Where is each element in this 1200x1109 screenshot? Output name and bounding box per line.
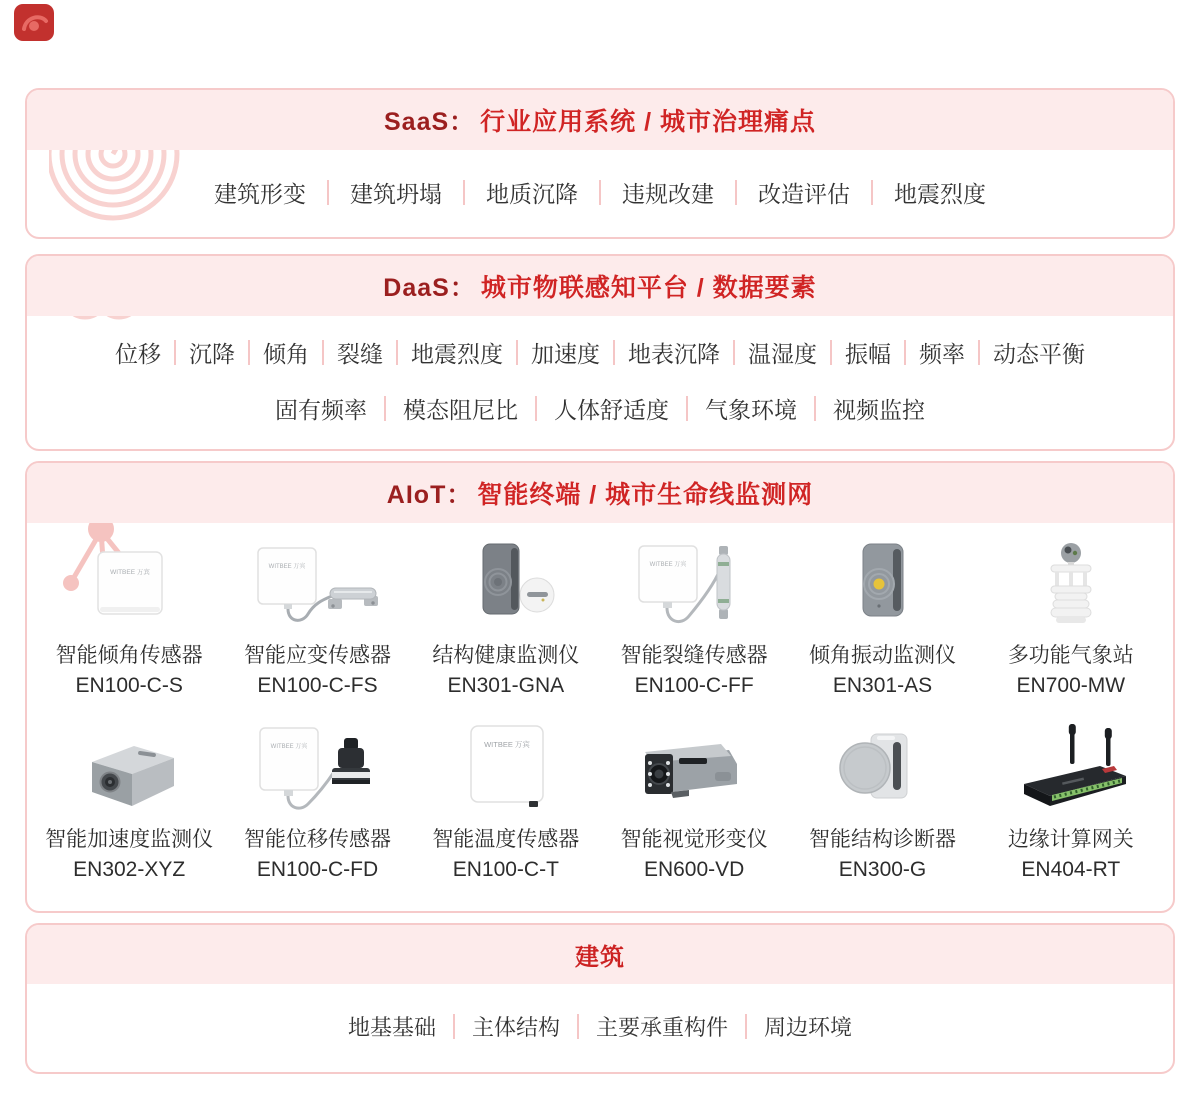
displacement-sensor-image bbox=[223, 721, 411, 817]
aiot-card bbox=[25, 461, 1175, 913]
daas-title-prefix: DaaS： bbox=[383, 274, 476, 302]
strain-sensor-image bbox=[223, 537, 411, 633]
daas-item: 地震烈度 bbox=[411, 341, 503, 367]
separator bbox=[327, 180, 329, 205]
separator bbox=[613, 340, 615, 365]
aiot-title-main: 智能终端 / 城市生命线监测网 bbox=[477, 481, 814, 509]
product-name: 倾角振动监测仪 bbox=[808, 644, 956, 667]
product-card bbox=[600, 721, 788, 885]
daas-item: 加速度 bbox=[531, 341, 600, 367]
separator bbox=[453, 1014, 455, 1039]
product-name: 智能视觉形变仪 bbox=[620, 828, 768, 851]
saas-title-prefix: SaaS： bbox=[383, 108, 476, 136]
separator bbox=[516, 340, 518, 365]
separator bbox=[814, 396, 816, 421]
product-name: 智能应变传感器 bbox=[243, 644, 391, 667]
aiot-title-prefix: AIoT： bbox=[386, 481, 473, 509]
temperature-sensor-image bbox=[412, 721, 600, 817]
product-model: EN600-VD bbox=[643, 858, 745, 881]
daas-item: 固有频率 bbox=[275, 397, 367, 423]
edge-gateway-image bbox=[977, 721, 1165, 817]
product-model: EN100-C-T bbox=[452, 858, 559, 881]
daas-item: 人体舒适度 bbox=[554, 397, 669, 423]
separator bbox=[599, 180, 601, 205]
separator bbox=[830, 340, 832, 365]
product-card bbox=[788, 537, 976, 701]
saas-item: 建筑坍塌 bbox=[350, 181, 442, 207]
daas-item: 视频监控 bbox=[833, 397, 925, 423]
product-model: EN100-C-FF bbox=[634, 674, 754, 697]
building-item: 主体结构 bbox=[471, 1015, 560, 1040]
product-name: 智能加速度监测仪 bbox=[45, 828, 214, 851]
saas-items-row bbox=[27, 150, 1173, 237]
building-items-row bbox=[27, 984, 1173, 1072]
product-name: 结构健康监测仪 bbox=[432, 644, 580, 667]
svg-text:WITBEE 万宾: WITBEE 万宾 bbox=[649, 562, 687, 568]
saas-item: 建筑形变 bbox=[214, 181, 306, 207]
brand-logo-icon bbox=[12, 4, 56, 49]
saas-item: 地震烈度 bbox=[894, 181, 986, 207]
daas-items-row-1 bbox=[27, 316, 1173, 369]
building-title: 建筑 bbox=[27, 925, 1173, 984]
product-card bbox=[35, 721, 223, 885]
separator bbox=[733, 340, 735, 365]
daas-title-main: 城市物联感知平台 / 数据要素 bbox=[480, 274, 817, 302]
product-card bbox=[600, 537, 788, 701]
separator bbox=[396, 340, 398, 365]
separator bbox=[322, 340, 324, 365]
product-model: EN301-AS bbox=[832, 674, 933, 697]
separator bbox=[904, 340, 906, 365]
separator bbox=[686, 396, 688, 421]
product-card bbox=[788, 721, 976, 885]
daas-item: 沉降 bbox=[189, 341, 235, 367]
aiot-product-grid bbox=[27, 523, 1173, 911]
saas-card bbox=[25, 88, 1175, 239]
product-card bbox=[412, 721, 600, 885]
saas-item: 改造评估 bbox=[758, 181, 850, 207]
product-model: EN302-XYZ bbox=[73, 858, 186, 881]
daas-item: 振幅 bbox=[845, 341, 891, 367]
separator bbox=[535, 396, 537, 421]
daas-item: 裂缝 bbox=[337, 341, 383, 367]
daas-title bbox=[27, 256, 1173, 316]
product-name: 智能倾角传感器 bbox=[55, 644, 203, 667]
product-card bbox=[977, 721, 1165, 885]
daas-items-row-2 bbox=[27, 369, 1173, 449]
saas-item: 违规改建 bbox=[622, 181, 714, 207]
daas-item: 温湿度 bbox=[748, 341, 817, 367]
building-item: 地基基础 bbox=[347, 1015, 436, 1040]
building-item: 周边环境 bbox=[764, 1015, 853, 1040]
daas-item: 频率 bbox=[919, 341, 965, 367]
product-model: EN700-MW bbox=[1016, 674, 1126, 697]
product-card bbox=[223, 721, 411, 885]
tilt-vibration-monitor-image bbox=[788, 537, 976, 633]
saas-item: 地质沉降 bbox=[486, 181, 578, 207]
separator bbox=[745, 1014, 747, 1039]
separator bbox=[978, 340, 980, 365]
tilt-sensor-image bbox=[35, 537, 223, 633]
product-model: EN404-RT bbox=[1021, 858, 1121, 881]
product-name: 智能位移传感器 bbox=[243, 828, 391, 851]
structure-health-monitor-image bbox=[412, 537, 600, 633]
separator bbox=[174, 340, 176, 365]
product-card bbox=[412, 537, 600, 701]
svg-text:WITBEE 万宾: WITBEE 万宾 bbox=[110, 569, 151, 576]
product-name: 智能温度传感器 bbox=[432, 828, 580, 851]
product-model: EN100-C-S bbox=[75, 674, 183, 697]
product-model: EN100-C-FD bbox=[256, 858, 379, 881]
product-card bbox=[223, 537, 411, 701]
structure-diagnoser-image bbox=[788, 721, 976, 817]
separator bbox=[735, 180, 737, 205]
separator bbox=[248, 340, 250, 365]
accelerometer-image bbox=[35, 721, 223, 817]
product-card bbox=[35, 537, 223, 701]
building-item: 主要承重构件 bbox=[596, 1015, 729, 1040]
building-card bbox=[25, 923, 1175, 1074]
daas-item: 气象环境 bbox=[705, 397, 797, 423]
daas-item: 倾角 bbox=[263, 341, 309, 367]
product-name: 智能裂缝传感器 bbox=[620, 644, 768, 667]
weather-station-image bbox=[977, 537, 1165, 633]
product-model: EN300-G bbox=[838, 858, 927, 881]
product-card bbox=[977, 537, 1165, 701]
daas-card bbox=[25, 254, 1175, 451]
daas-item: 位移 bbox=[115, 341, 161, 367]
separator bbox=[463, 180, 465, 205]
product-name: 多功能气象站 bbox=[1007, 644, 1134, 667]
saas-title-main: 行业应用系统 / 城市治理痛点 bbox=[480, 108, 816, 136]
product-model: EN301-GNA bbox=[447, 674, 565, 697]
separator bbox=[577, 1014, 579, 1039]
aiot-title bbox=[27, 463, 1173, 523]
vision-camera-image bbox=[600, 721, 788, 817]
svg-text:WITBEE 万宾: WITBEE 万宾 bbox=[483, 740, 530, 749]
daas-item: 动态平衡 bbox=[993, 341, 1085, 367]
daas-item: 地表沉降 bbox=[628, 341, 720, 367]
separator bbox=[384, 396, 386, 421]
separator bbox=[871, 180, 873, 205]
product-name: 智能结构诊断器 bbox=[808, 828, 956, 851]
saas-title bbox=[27, 90, 1173, 150]
product-name: 边缘计算网关 bbox=[1007, 828, 1134, 851]
daas-item: 模态阻尼比 bbox=[403, 397, 518, 423]
crack-sensor-image bbox=[600, 537, 788, 633]
svg-text:WITBEE 万宾: WITBEE 万宾 bbox=[269, 564, 306, 570]
svg-text:WITBEE 万宾: WITBEE 万宾 bbox=[271, 744, 308, 750]
product-model: EN100-C-FS bbox=[257, 674, 378, 697]
